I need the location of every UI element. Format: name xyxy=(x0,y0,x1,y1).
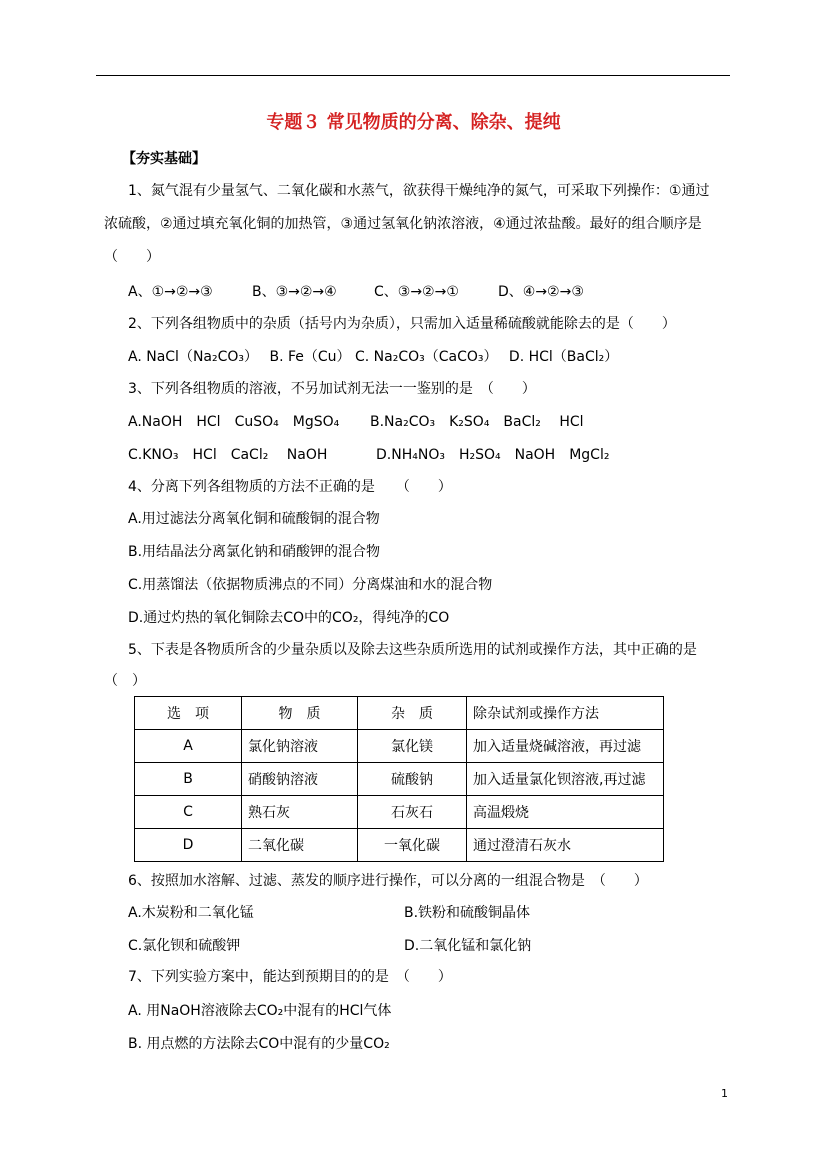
table-cell: 二氧化碳 xyxy=(242,829,358,862)
table-cell: 氯化钠溶液 xyxy=(242,730,358,763)
table-cell: 石灰石 xyxy=(358,796,467,829)
q1-option-c: C、③→②→① xyxy=(374,284,459,300)
table-cell: A xyxy=(135,730,242,763)
table-cell: B xyxy=(135,763,242,796)
q7-stem: 7、下列实验方案中，能达到预期目的的是 （ ） xyxy=(128,969,452,985)
q4-option-b: B.用结晶法分离氯化钠和硝酸钾的混合物 xyxy=(128,544,381,560)
table-cell: 熟石灰 xyxy=(242,796,358,829)
q3-option-c: C.KNO₃ HCl CaCl₂ NaOH xyxy=(128,447,328,463)
q6-option-a: A.木炭粉和二氧化锰 xyxy=(128,905,254,921)
q4-option-d: D.通过灼热的氧化铜除去CO中的CO₂，得纯净的CO xyxy=(128,610,450,626)
q7-option-a: A. 用NaOH溶液除去CO₂中混有的HCl气体 xyxy=(128,1003,392,1019)
q7-option-b: B. 用点燃的方法除去CO中混有的少量CO₂ xyxy=(128,1036,390,1052)
table-cell: 加入适量氯化钡溶液,再过滤 xyxy=(467,763,664,796)
table-cell: 硝酸钠溶液 xyxy=(242,763,358,796)
header-rule xyxy=(96,75,730,76)
q4-option-a: A.用过滤法分离氧化铜和硫酸铜的混合物 xyxy=(128,511,380,527)
q1-stem-line3: （ ） xyxy=(104,249,160,265)
q3-option-b: B.Na₂CO₃ K₂SO₄ BaCl₂ HCl xyxy=(370,414,584,430)
q3-stem: 3、下列各组物质的溶液，不另加试剂无法一一鉴别的是 （ ） xyxy=(128,381,536,397)
q6-option-c: C.氯化钡和硫酸钾 xyxy=(128,938,241,954)
table-cell: 氯化镁 xyxy=(358,730,467,763)
table-row xyxy=(135,730,664,763)
q1-stem-line2: 浓硫酸，②通过填充氧化铜的加热管，③通过氢氧化钠浓溶液，④通过浓盐酸。最好的组合顺序是 xyxy=(104,216,702,232)
q2-options: A. NaCl（Na₂CO₃） B. Fe（Cu） C. Na₂CO₃（CaCO₃） D. HCl（BaCl₂） xyxy=(128,349,619,365)
page-number: 1 xyxy=(721,1087,728,1100)
table-cell: 加入适量烧碱溶液，再过滤 xyxy=(467,730,664,763)
table-row xyxy=(135,796,664,829)
table-cell: 高温煅烧 xyxy=(467,796,664,829)
table-cell: 一氧化碳 xyxy=(358,829,467,862)
table-cell: C xyxy=(135,796,242,829)
q4-option-c: C.用蒸馏法（依据物质沸点的不同）分离煤油和水的混合物 xyxy=(128,577,493,593)
table-header-cell: 除杂试剂或操作方法 xyxy=(467,697,664,730)
q2-stem: 2、下列各组物质中的杂质（括号内为杂质），只需加入适量稀硫酸就能除去的是（ ） xyxy=(128,316,676,332)
page-title: 专题３ 常见物质的分离、除杂、提纯 xyxy=(266,112,561,133)
table-cell: D xyxy=(135,829,242,862)
q1-option-a: A、①→②→③ xyxy=(128,284,213,300)
table-row xyxy=(135,763,664,796)
table-cell: 硫酸钠 xyxy=(358,763,467,796)
table-header-cell: 选 项 xyxy=(135,697,242,730)
q1-option-b: B、③→②→④ xyxy=(252,284,337,300)
q3-option-a: A.NaOH HCl CuSO₄ MgSO₄ xyxy=(128,414,340,430)
table-header-cell: 杂 质 xyxy=(358,697,467,730)
q6-stem: 6、按照加水溶解、过滤、蒸发的顺序进行操作，可以分离的一组混合物是 （ ） xyxy=(128,873,648,889)
q5-stem-line2: （ ） xyxy=(104,673,146,689)
table-header-row xyxy=(135,697,664,730)
table-header-cell: 物 质 xyxy=(242,697,358,730)
impurity-table xyxy=(134,696,664,862)
q3-option-d: D.NH₄NO₃ H₂SO₄ NaOH MgCl₂ xyxy=(376,447,610,463)
table-row xyxy=(135,829,664,862)
table-cell: 通过澄清石灰水 xyxy=(467,829,664,862)
section-heading: 【夯实基础】 xyxy=(122,151,206,167)
q6-option-b: B.铁粉和硫酸铜晶体 xyxy=(404,905,531,921)
q4-stem: 4、分离下列各组物质的方法不正确的是 （ ） xyxy=(128,479,452,495)
q5-stem-line1: 5、下表是各物质所含的少量杂质以及除去这些杂质所选用的试剂或操作方法，其中正确的是 xyxy=(128,642,697,658)
q1-stem-line1: 1、氮气混有少量氢气、二氧化碳和水蒸气，欲获得干燥纯净的氮气，可采取下列操作：①通过 xyxy=(128,183,710,199)
q6-option-d: D.二氧化锰和氯化钠 xyxy=(404,938,532,954)
q1-option-d: D、④→②→③ xyxy=(498,284,584,300)
